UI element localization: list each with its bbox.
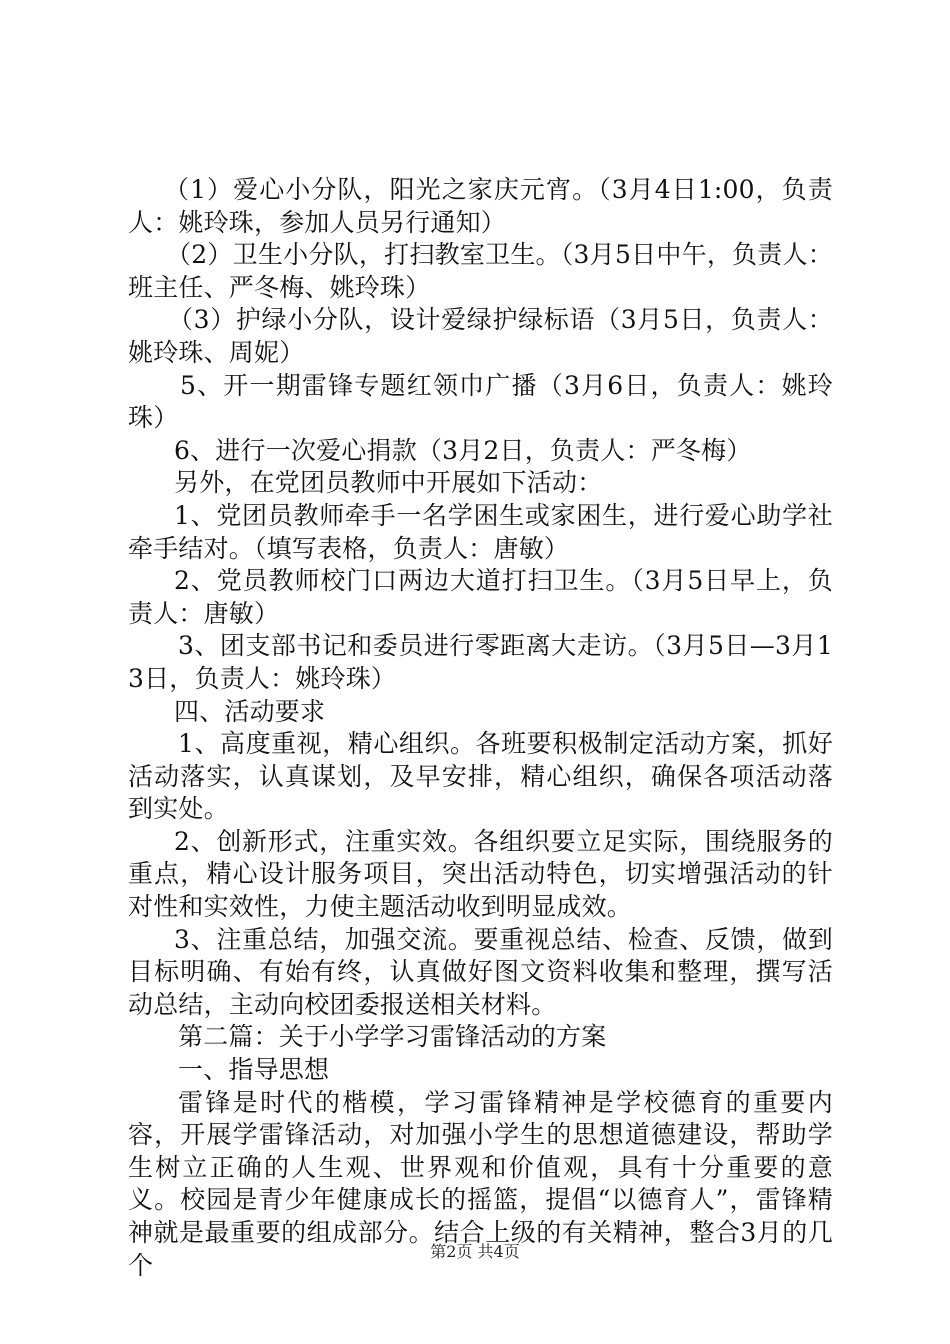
document-body: [128, 174, 833, 1282]
paragraph: （3）护绿小分队，设计爱绿护绿标语（3月5日，负责人：姚玲珠、周妮）: [128, 305, 833, 367]
paragraph: （2）卫生小分队，打扫教室卫生。（3月5日中午，负责人：班主任、严冬梅、姚玲珠）: [128, 240, 833, 302]
paragraph: （1）爱心小分队，阳光之家庆元宵。（3月4日1:00，负责人：姚玲珠，参加人员另行通知）: [128, 175, 833, 237]
paragraph: 5、开一期雷锋专题红领巾广播（3月6日，负责人：姚玲珠）: [128, 370, 833, 433]
paragraph: 2、创新形式，注重实效。各组织要立足实际，围绕服务的重点，精心设计服务项目，突出活动特色，切实增强活动的针对性和实效性，力使主题活动收到明显成效。: [128, 826, 833, 922]
page-number: 第2页 共4页: [430, 1242, 520, 1261]
paragraph: 雷锋是时代的楷模，学习雷锋精神是学校德育的重要内容，开展学雷锋活动，对加强小学生的思想道德建设，帮助学生树立正确的人生观、世界观和价值观，具有十分重要的意义。校园是青少年健康成长的摇篮，提倡“以德育人”，雷锋精神就是最重要的组成部分。结合上级的有关精神，整合3月的几个: [128, 1087, 833, 1280]
paragraph: 2、党员教师校门口两边大道打扫卫生。（3月5日早上，负责人：唐敏）: [128, 566, 833, 628]
paragraph: 另外，在党团员教师中开展如下活动：: [174, 468, 603, 498]
section-heading: 一、指导思想: [178, 1055, 330, 1085]
page-footer: [0, 1242, 950, 1262]
paragraph: 1、党团员教师牵手一名学困生或家困生，进行爱心助学社牵手结对。（填写表格，负责人：唐敏）: [128, 500, 833, 563]
paragraph: 6、进行一次爱心捐款（3月2日，负责人：严冬梅）: [174, 435, 752, 465]
paragraph: 3、团支部书记和委员进行零距离大走访。（3月5日—3月13日，负责人：姚玲珠）: [128, 631, 833, 693]
section-heading: 四、活动要求: [174, 696, 326, 726]
paragraph: 1、高度重视，精心组织。各班要积极制定活动方案，抓好活动落实，认真谋划，及早安排，精心组织，确保各项活动落到实处。: [128, 729, 833, 824]
paragraph: 3、注重总结，加强交流。要重视总结、检查、反馈，做到目标明确、有始有终，认真做好图文资料收集和整理，撰写活动总结，主动向校团委报送相关材料。: [128, 924, 833, 1019]
chapter-title: 第二篇：关于小学学习雷锋活动的方案: [178, 1022, 607, 1052]
